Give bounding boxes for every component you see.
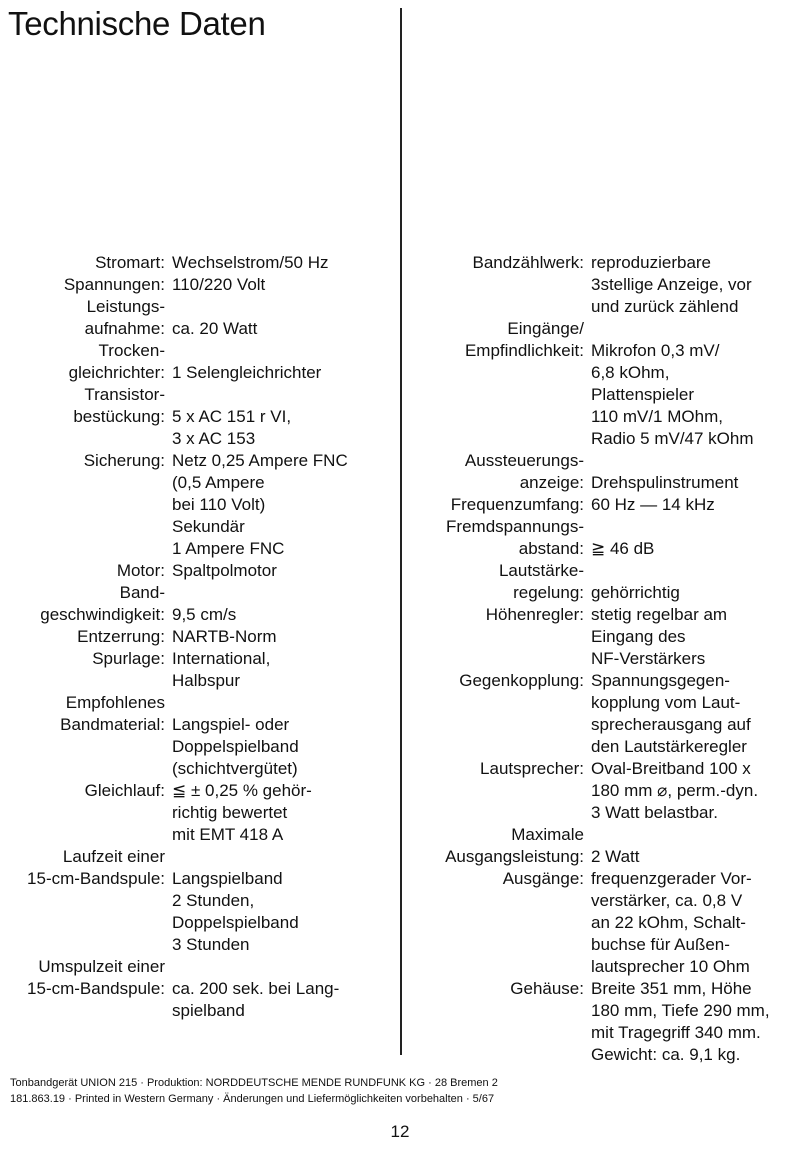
- spec-label: Lautstärke- regelung:: [498, 561, 584, 602]
- spec-label: Motor:: [116, 561, 165, 580]
- spec-label: Spurlage:: [92, 649, 165, 668]
- spec-value: ca. 200 sek. bei Lang- spielband: [172, 979, 340, 1020]
- spec-value: Spannungsgegen- kopplung vom Laut- sprecherausgang auf den Lautstärkeregler: [591, 671, 751, 756]
- spec-label: Maximale Ausgangsleistung:: [445, 825, 584, 866]
- spec-value: Drehspulinstrument: [591, 473, 739, 492]
- spec-label: Fremdspannungs- abstand:: [446, 517, 584, 558]
- spec-label: Entzerrung:: [77, 627, 165, 646]
- spec-label: Transistor- bestückung:: [73, 385, 165, 426]
- spec-value: 2 Watt: [591, 847, 640, 866]
- spec-value: ≦ ± 0,25 % gehör- richtig bewertet mit EMT 418 A: [172, 781, 312, 844]
- page-number: 12: [390, 1122, 410, 1141]
- spec-value: gehörrichtig: [591, 583, 680, 602]
- spec-value: Wechselstrom/50 Hz: [172, 253, 329, 272]
- spec-value: Breite 351 mm, Höhe 180 mm, Tiefe 290 mm, mit Tragegriff 340 mm. Gewicht: ca. 9,1 kg.: [591, 979, 770, 1064]
- spec-label: Gehäuse:: [510, 979, 584, 998]
- spec-value: 110/220 Volt: [172, 275, 266, 294]
- right-spec-column: [405, 252, 800, 1066]
- spec-value: Oval-Breitband 100 x 180 mm ⌀, perm.-dyn. 3 Watt belastbar.: [591, 759, 759, 822]
- page-title: Technische Daten: [8, 5, 266, 42]
- spec-label: Spannungen:: [63, 275, 165, 294]
- spec-label: Band- geschwindigkeit:: [40, 583, 165, 624]
- spec-label: Umspulzeit einer 15-cm-Bandspule:: [27, 957, 165, 998]
- spec-label: Sicherung:: [83, 451, 165, 470]
- spec-value: Spaltpolmotor: [172, 561, 277, 580]
- spec-value: NARTB-Norm: [172, 627, 277, 646]
- spec-label: Frequenzumfang:: [450, 495, 584, 514]
- column-divider: [400, 8, 402, 1055]
- spec-value: Langspielband 2 Stunden, Doppelspielband 3 Stunden: [172, 869, 299, 954]
- spec-value: ≧ 46 dB: [591, 539, 655, 558]
- spec-value: International, Halbspur: [172, 649, 271, 690]
- spec-label: Ausgänge:: [502, 869, 584, 888]
- spec-value: 5 x AC 151 r VI, 3 x AC 153: [172, 407, 292, 448]
- left-spec-column: [0, 252, 395, 1022]
- footer-imprint-line-1: Tonbandgerät UNION 215 · Produktion: NORDDEUTSCHE MENDE RUNDFUNK KG · 28 Bremen 2: [10, 1077, 498, 1089]
- spec-label: Aussteuerungs- anzeige:: [464, 451, 584, 492]
- spec-value: stetig regelbar am Eingang des NF-Verstärkers: [591, 605, 728, 668]
- spec-label: Leistungs- aufnahme:: [84, 297, 165, 338]
- spec-value: ca. 20 Watt: [172, 319, 258, 338]
- spec-label: Lautsprecher:: [480, 759, 584, 778]
- spec-label: Eingänge/ Empfindlichkeit:: [464, 319, 584, 360]
- spec-label: Gegenkopplung:: [459, 671, 584, 690]
- spec-value: 9,5 cm/s: [172, 605, 237, 624]
- left-spec-list: [0, 252, 395, 1022]
- spec-value: 1 Selengleichrichter: [172, 363, 322, 382]
- spec-label: Gleichlauf:: [84, 781, 165, 800]
- spec-value: Langspiel- oder Doppelspielband (schichtvergütet): [172, 715, 299, 778]
- spec-label: Empfohlenes Bandmaterial:: [60, 693, 165, 734]
- spec-label: Trocken- gleichrichter:: [68, 341, 165, 382]
- spec-label: Stromart:: [95, 253, 165, 272]
- spec-label: Bandzählwerk:: [472, 253, 584, 272]
- spec-value: Mikrofon 0,3 mV/ 6,8 kOhm, Plattenspieler 110 mV/1 MOhm, Radio 5 mV/47 kOhm: [591, 341, 754, 448]
- spec-value: reproduzierbare 3stellige Anzeige, vor und zurück zählend: [591, 253, 752, 316]
- right-spec-list: [405, 252, 800, 1066]
- spec-label: Laufzeit einer 15-cm-Bandspule:: [27, 847, 165, 888]
- footer-imprint-line-2: 181.863.19 · Printed in Western Germany · Änderungen und Liefermöglichkeiten vorbehalten · 5/67: [10, 1093, 495, 1105]
- spec-value: 60 Hz — 14 kHz: [591, 495, 715, 514]
- spec-label: Höhenregler:: [485, 605, 584, 624]
- spec-value: frequenzgerader Vor- verstärker, ca. 0,8 V an 22 kOhm, Schalt- buchse für Außen- lautsprecher 10 Ohm: [591, 869, 752, 976]
- spec-value: Netz 0,25 Ampere FNC (0,5 Ampere bei 110 Volt) Sekundär 1 Ampere FNC: [172, 451, 348, 558]
